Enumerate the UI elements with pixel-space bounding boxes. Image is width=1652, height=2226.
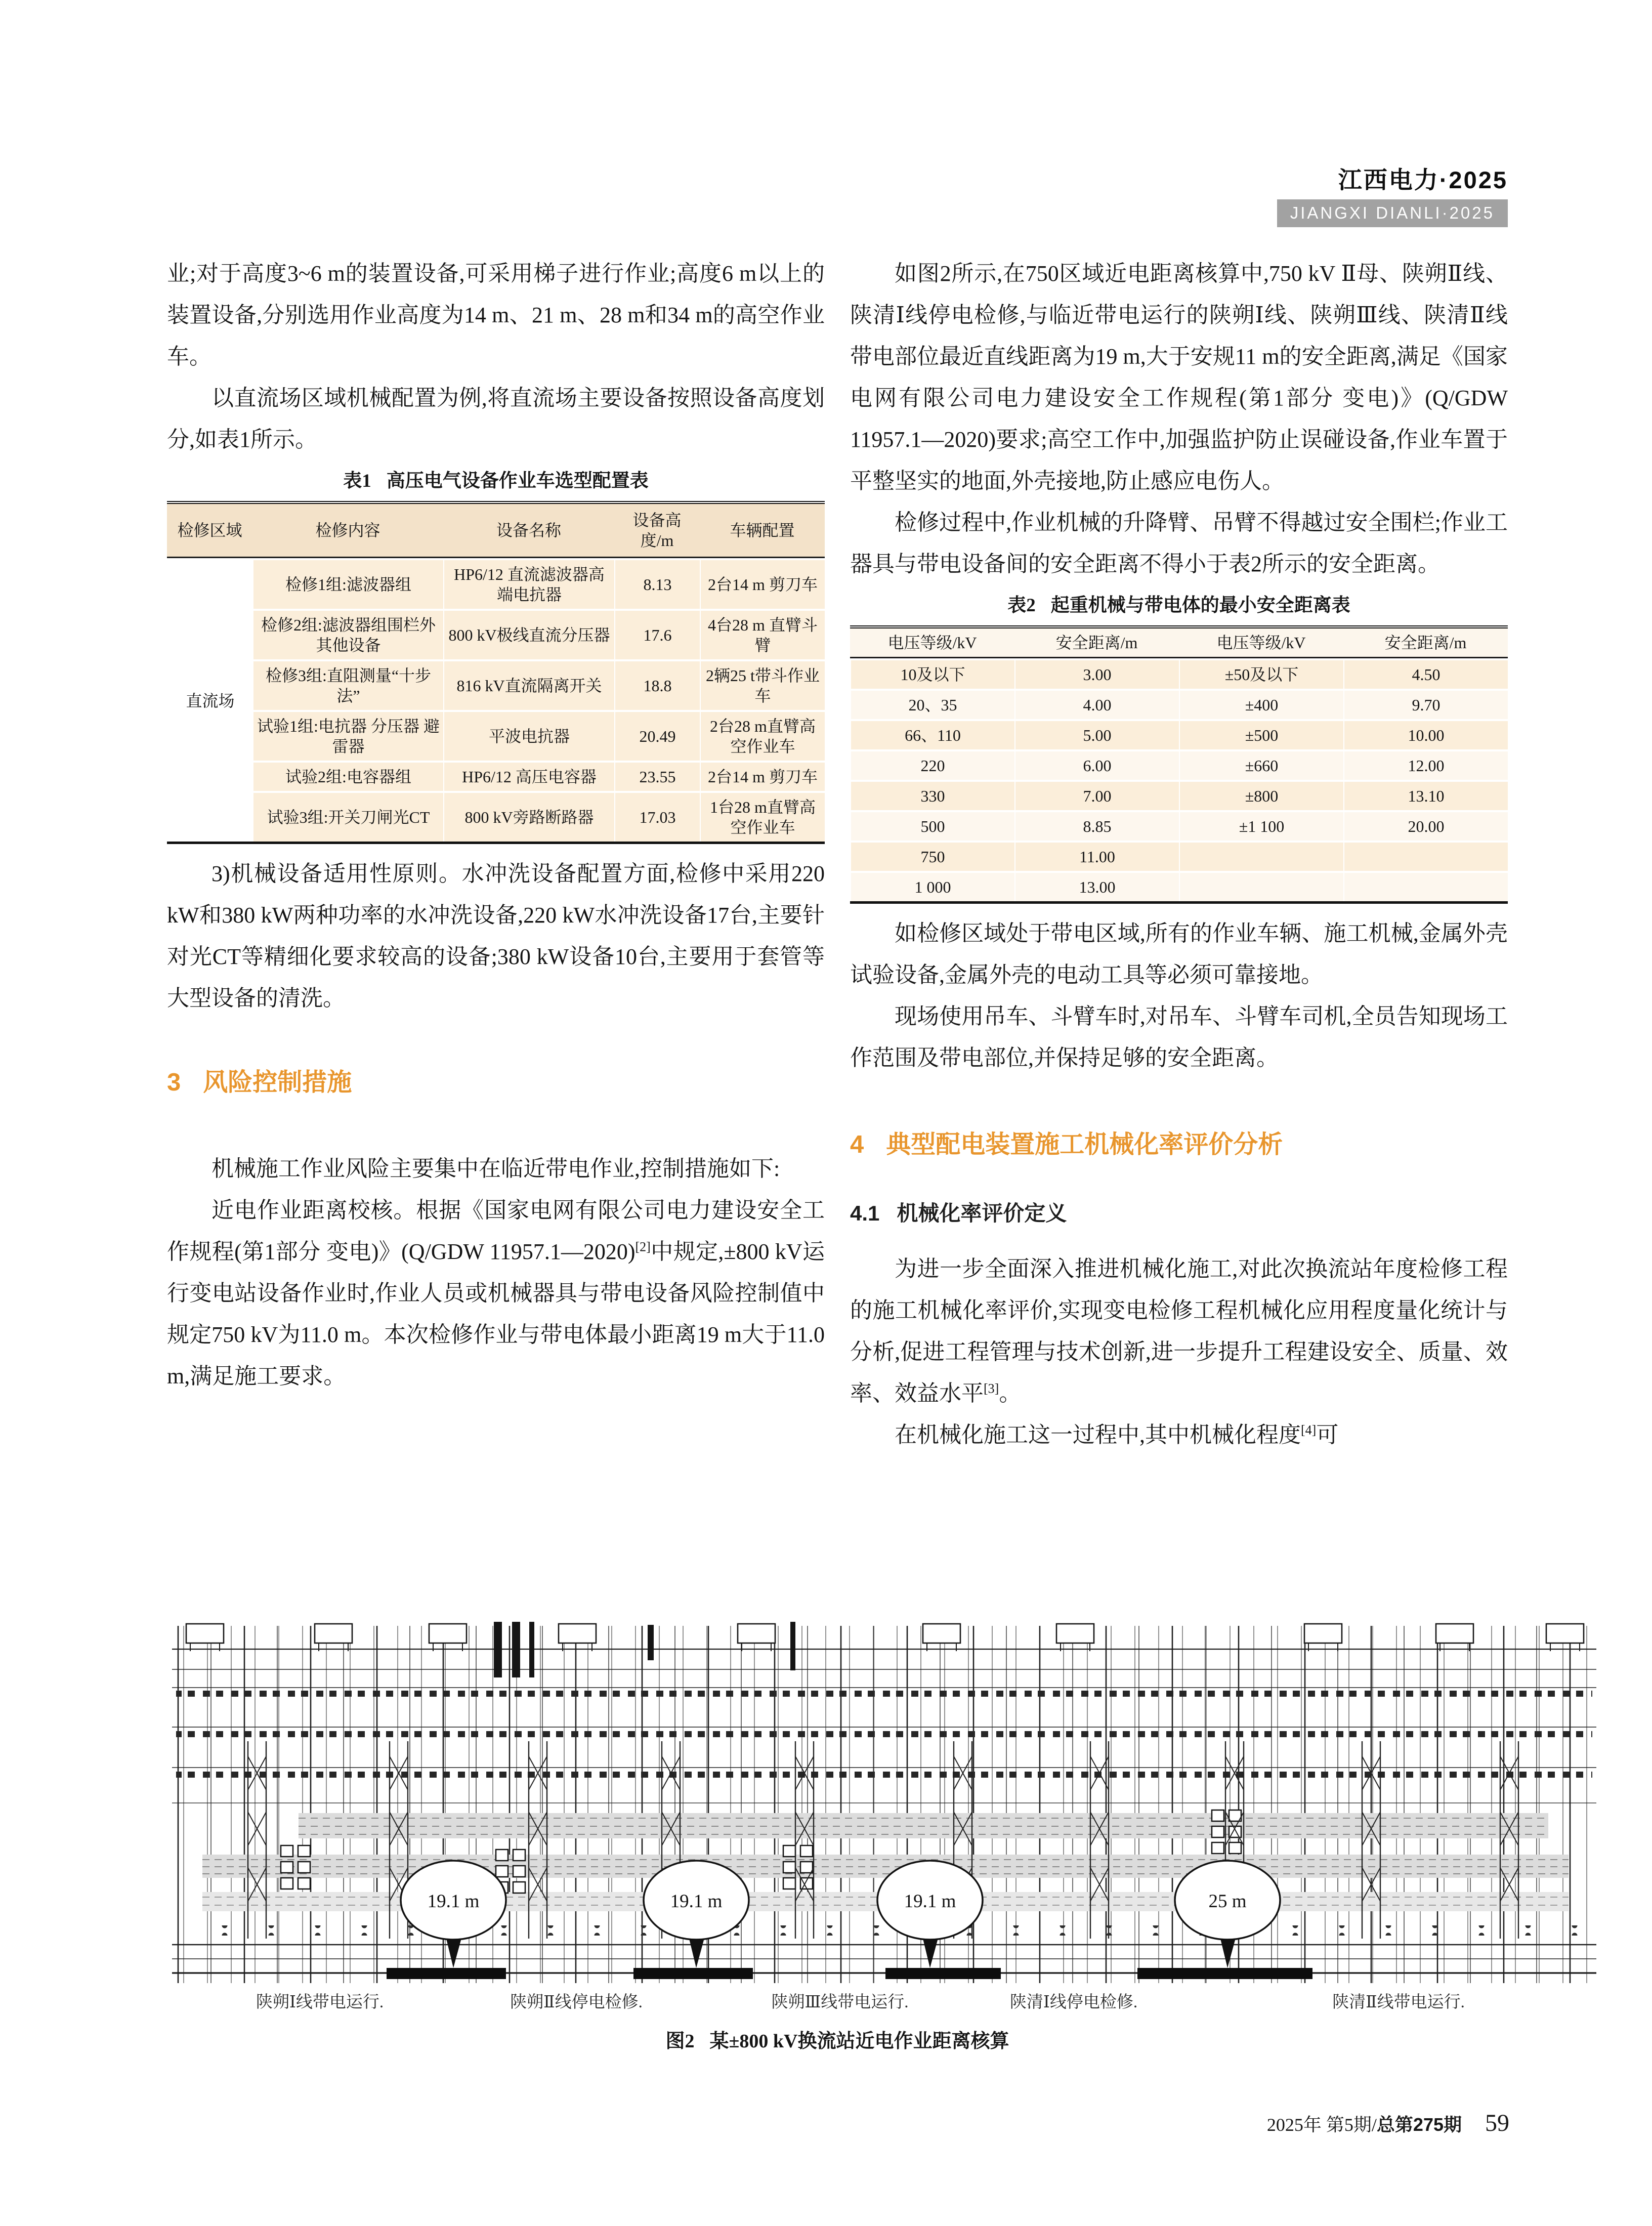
paragraph [850,1414,1508,1456]
table-header-row [167,504,825,558]
cell: 17.03 [614,791,700,842]
section-3-heading [167,1067,825,1098]
table2 [850,625,1508,904]
cell: 检修3组:直阻测量“十步法” [252,659,443,710]
table-row [850,689,1508,719]
paragraph: 机械施工作业风险主要集中在临近带电作业,控制措施如下: [211,1156,780,1181]
cell: 2台28 m直臂高空作业车 [700,710,825,761]
table-row [850,871,1508,901]
cell: 20.00 [1343,810,1508,841]
table1-caption [167,469,825,494]
cell: 检修2组:滤波器组围栏外其他设备 [252,609,443,659]
cell: 13.10 [1343,780,1508,810]
figure-number: 图2 [665,2031,695,2052]
right-column [850,253,1508,1456]
distance-label: 25 m [1208,1891,1247,1912]
cell: 试验1组:电抗器 分压器 避雷器 [252,710,443,761]
citation-ref: [2] [635,1239,651,1254]
cell: 500 [850,810,1014,841]
insulator-row [176,1691,1592,1699]
cell: 5.00 [1014,719,1179,749]
citation-ref: [4] [1301,1422,1317,1438]
line-label: 陕清Ⅱ线带电运行. [1332,1993,1465,2011]
cell: 2台14 m 剪刀车 [700,558,825,609]
cell: 17.6 [614,609,700,659]
cell: ±50及以下 [1179,658,1343,689]
cell: ±800 [1179,780,1343,810]
cell: 试验2组:电容器组 [252,761,443,791]
page-footer [1267,2110,1509,2138]
column-header: 检修内容 [252,504,443,558]
cell [1343,871,1508,901]
cell: 1 000 [850,871,1014,901]
left-column [167,253,825,1397]
journal-title-cn: 江西电力·2025 [1338,166,1508,193]
table-row [167,659,825,710]
cell: 800 kV旁路断路器 [443,791,614,842]
cell-region: 直流场 [167,558,252,842]
paragraph: 以直流场区域机械配置为例,将直流场主要设备按照设备高度划分,如表1所示。 [167,386,825,452]
cell: ±1 100 [1179,810,1343,841]
cell: 9.70 [1343,689,1508,719]
table-row [850,810,1508,841]
cell: 20.49 [614,710,700,761]
column-header: 电压等级/kV [850,628,1014,658]
cell: 13.00 [1014,871,1179,901]
table2-caption [850,593,1508,618]
cell: 750 [850,841,1014,871]
cell [1179,841,1343,871]
cell: ±660 [1179,749,1343,780]
line-label: 陕朔Ⅰ线带电运行. [256,1993,384,2011]
cell: 330 [850,780,1014,810]
cell: 66、110 [850,719,1014,749]
paragraph [850,1248,1508,1414]
cell: 18.8 [614,659,700,710]
cell [1179,871,1343,901]
section-4-1-heading [850,1199,1508,1227]
table-row [167,710,825,761]
table2-number: 表2 [1007,595,1036,616]
column-header: 设备名称 [443,504,614,558]
cell: 试验3组:开关刀闸光CT [252,791,443,842]
cell: 800 kV极线直流分压器 [443,609,614,659]
journal-header [1277,166,1508,227]
cell: 20、35 [850,689,1014,719]
footer-issue: 2025年 第5期/ [1266,2115,1377,2135]
footer-total-issue: 总第275期 [1376,2114,1462,2135]
substation-diagram [172,1617,1596,2022]
paragraph-text: 。 [999,1381,1022,1406]
page-number: 59 [1485,2110,1509,2136]
table-row [850,749,1508,780]
cell: 3.00 [1014,658,1179,689]
paragraph-text: 中规定,±800 kV运行变电站设备作业时,作业人员或机械器具与带电设备风险控制值中规定750 kV为11.0 m。本次检修作业与带电体最小距离19 m大于11.0 m,满足施工要求。 [167,1239,825,1389]
distance-label: 19.1 m [670,1891,723,1912]
section-number: 4 [850,1131,864,1158]
cell: 2台14 m 剪刀车 [700,761,825,791]
table-row [167,791,825,842]
column-header: 检修区域 [167,504,252,558]
cell: 220 [850,749,1014,780]
line-label: 陕朔Ⅱ线停电检修. [510,1993,643,2011]
paragraph-text: 近电作业距离校核。根据《国家电网有限公司电力建设安全工作规程(第1部分 变电)》(Q/GDW 11957.1—2020) [167,1198,825,1264]
cell: 2辆25 t带斗作业车 [700,659,825,710]
figure-2 [172,1617,1596,2022]
table-row [850,658,1508,689]
cell [1343,841,1508,871]
cell: 816 kV直流隔离开关 [443,659,614,710]
figure-title: 某±800 kV换流站近电作业距离核算 [709,2031,1009,2052]
section-4-heading [850,1129,1508,1160]
paragraph: 检修过程中,作业机械的升降臂、吊臂不得越过安全围栏;作业工器具与带电设备间的安全距离不得小于表2所示的安全距离。 [850,510,1508,576]
line-label: 陕朔Ⅲ线带电运行. [771,1993,909,2011]
cell: 8.13 [614,558,700,609]
table1-title: 高压电气设备作业车选型配置表 [386,471,649,491]
line-status-labels [256,1993,1465,2011]
cell: 12.00 [1343,749,1508,780]
cell: 10.00 [1343,719,1508,749]
column-header: 安全距离/m [1014,628,1179,658]
cell: 8.85 [1014,810,1179,841]
cell: 4.00 [1014,689,1179,719]
distance-label: 19.1 m [904,1891,956,1912]
citation-ref: [3] [984,1381,999,1396]
column-header: 电压等级/kV [1179,628,1343,658]
column-header: 设备高度/m [614,504,700,558]
paragraph: 3)机械设备适用性原则。水冲洗设备配置方面,检修中采用220 kW和380 kW两种功率的水冲洗设备,220 kW水冲洗设备17台,主要针对光CT等精细化要求较高的设备;380 kW设备10台,主要用于套管等大型设备的清洗。 [167,861,825,1011]
table1 [167,501,825,844]
section-title: 典型配电装置施工机械化率评价分析 [886,1131,1283,1158]
table-row [167,558,825,609]
hatched-band [299,1813,1548,1838]
cell: 4台28 m 直臂斗臂 [700,609,825,659]
cell: HP6/12 高压电容器 [443,761,614,791]
table-row [850,841,1508,871]
column-header: 安全距离/m [1343,628,1508,658]
insulator-row [176,1731,1592,1739]
cell: 1台28 m直臂高空作业车 [700,791,825,842]
cell: 4.50 [1343,658,1508,689]
paragraph [167,1190,825,1397]
table1-number: 表1 [343,471,371,491]
cell: 10及以下 [850,658,1014,689]
dots-row [187,1925,1581,1936]
table-row [850,719,1508,749]
cell: 6.00 [1014,749,1179,780]
paragraph: 业;对于高度3~6 m的装置设备,可采用梯子进行作业;高度6 m以上的装置设备,分别选用作业高度为14 m、21 m、28 m和34 m的高空作业车。 [167,261,825,369]
paragraph: 现场使用吊车、斗臂车时,对吊车、斗臂车司机,全员告知现场工作范围及带电部位,并保持足够的安全距离。 [850,1004,1508,1070]
line-label: 陕清Ⅰ线停电检修. [1009,1993,1138,2011]
table-row [850,780,1508,810]
table-row [167,761,825,791]
section-title: 风险控制措施 [203,1069,352,1096]
journal-title-en: JIANGXI DIANLI·2025 [1277,199,1508,227]
table2-title: 起重机械与带电体的最小安全距离表 [1050,595,1350,616]
table-row [167,609,825,659]
distance-label: 19.1 m [427,1891,480,1912]
column-header: 车辆配置 [700,504,825,558]
figure-2-caption [167,2028,1508,2054]
paragraph: 如检修区域处于带电区域,所有的作业车辆、施工机械,金属外壳试验设备,金属外壳的电动工具等必须可靠接地。 [850,921,1508,987]
table-header-row [850,628,1508,658]
cell: 7.00 [1014,780,1179,810]
paragraph-text: 可 [1316,1422,1339,1447]
cell: 11.00 [1014,841,1179,871]
cell: 平波电抗器 [443,710,614,761]
cell: ±400 [1179,689,1343,719]
cell: 检修1组:滤波器组 [252,558,443,609]
cell: HP6/12 直流滤波器高端电抗器 [443,558,614,609]
paragraph: 如图2所示,在750区域近电距离核算中,750 kV Ⅱ母、陕朔Ⅱ线、陕清Ⅰ线停电检修,与临近带电运行的陕朔Ⅰ线、陕朔Ⅲ线、陕清Ⅱ线带电部位最近直线距离为19 m,大于安规11 m的安全距离,满足《国家电网有限公司电力建设安全工作规程(第1部分 变电)》(Q/GDW 11957.1—2020)要求;高空工作中,加强监护防止误碰设备,作业车置于平整坚实的地面,外壳接地,防止感应电伤人。 [850,261,1508,493]
subsection-number: 4.1 [850,1201,880,1225]
section-number: 3 [167,1069,181,1096]
cell: 23.55 [614,761,700,791]
paragraph-text: 为进一步全面深入推进机械化施工,对此次换流站年度检修工程的施工机械化率评价,实现变电检修工程机械化应用程度量化统计与分析,促进工程管理与技术创新,进一步提升工程建设安全、质量、效率、效益水平 [850,1256,1508,1406]
cell: ±500 [1179,719,1343,749]
subsection-title: 机械化率评价定义 [897,1201,1067,1225]
paragraph-text: 在机械化施工这一过程中,其中机械化程度 [895,1422,1301,1447]
